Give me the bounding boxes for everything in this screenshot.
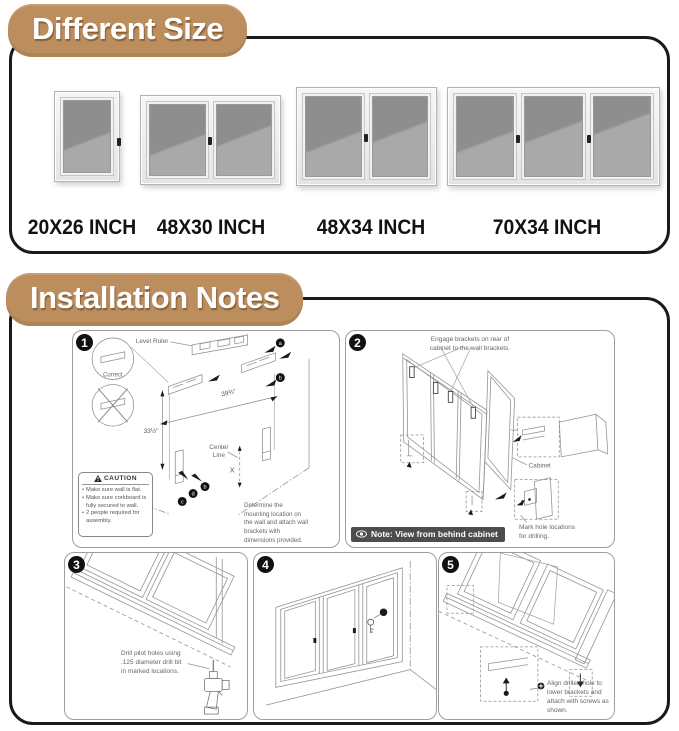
step-number-badge: 3 <box>68 556 85 573</box>
svg-text:c: c <box>180 499 184 506</box>
svg-text:a: a <box>278 340 282 347</box>
install-step-2 <box>345 330 615 548</box>
cork-surface <box>593 96 651 177</box>
section-title-different-size: Different Size <box>8 4 247 57</box>
section-title-installation-notes: Installation Notes <box>6 273 303 326</box>
cabinet-door <box>146 101 209 179</box>
install-step-4 <box>253 552 437 720</box>
size-label-48x34: 48X34 INCH <box>316 216 426 239</box>
caution-box <box>78 472 153 537</box>
cabinet-door <box>213 101 276 179</box>
cabinet-door <box>369 93 432 180</box>
hardware-markers <box>178 338 285 505</box>
cork-surface <box>456 96 514 177</box>
warning-triangle-icon <box>94 475 102 482</box>
lock-icon <box>516 135 520 143</box>
caution-item: • Make sure wall is flat. <box>82 487 149 495</box>
width-dimension: 39¾" <box>220 388 237 399</box>
mark-holes-label: Mark hole locations for drilling. <box>519 524 575 541</box>
eye-icon <box>356 530 367 538</box>
cork-surface <box>524 96 582 177</box>
align-hole-label: Align drilled hole to lower brackets and attach with screws as shown. <box>547 680 609 715</box>
step3-diagram <box>65 553 247 719</box>
drill-pilot-holes-label: Drill pilot holes using .125 diameter drill bit in marked locations. <box>121 650 182 676</box>
lock-icon <box>587 135 591 143</box>
cabinet-label: Cabinet <box>528 462 551 470</box>
caution-item: • Make sure corkboard is fully secured to wall. <box>82 495 149 511</box>
x-dimension: X <box>229 465 235 475</box>
board-70x34 <box>447 87 660 186</box>
caution-item: • 2 people required for assembly. <box>82 510 149 526</box>
step2-diagram <box>346 331 614 547</box>
cabinet-door <box>521 93 585 180</box>
center-line-label: Center <box>209 443 229 451</box>
cork-surface <box>149 104 206 176</box>
lock-icon <box>208 137 212 145</box>
install-step-1 <box>72 330 340 548</box>
size-label-48x30: 48X30 INCH <box>156 216 266 239</box>
size-label-70x34: 70X34 INCH <box>492 216 602 239</box>
step1-note: Determine the mounting location on the wall and attach wall brackets with dimensions provided. <box>244 502 308 544</box>
step-number-badge: 2 <box>349 334 366 351</box>
behind-cabinet-note: Note: View from behind cabinet <box>351 527 505 542</box>
correct-label: Correct <box>103 372 123 379</box>
board-20x26 <box>54 91 120 182</box>
step-number-badge: 4 <box>257 556 274 573</box>
svg-text:Line: Line <box>212 451 225 459</box>
height-dimension: 33½" <box>143 428 159 436</box>
cabinet-door <box>453 93 517 180</box>
lock-icon <box>117 138 121 146</box>
size-label-20x26: 20X26 INCH <box>27 216 137 239</box>
cork-surface <box>372 96 429 177</box>
screw-head-icon <box>537 682 545 690</box>
svg-text:b: b <box>203 484 207 491</box>
caution-title: CAUTION <box>103 475 138 482</box>
svg-text:d: d <box>191 491 195 498</box>
board-48x34 <box>296 87 437 186</box>
cabinet-door <box>60 97 114 176</box>
step-number-badge: 5 <box>442 556 459 573</box>
svg-text:b: b <box>278 375 282 382</box>
cabinet-door <box>302 93 365 180</box>
install-step-3 <box>64 552 248 720</box>
install-step-5 <box>438 552 615 720</box>
cabinet-door <box>590 93 654 180</box>
step4-diagram <box>254 553 436 719</box>
level-ruler-label: Level Ruler <box>135 337 169 345</box>
cork-surface <box>216 104 273 176</box>
board-48x30 <box>140 95 281 185</box>
caution-list <box>82 487 149 526</box>
cork-surface <box>63 100 111 173</box>
lock-icon <box>364 134 368 142</box>
cork-surface <box>305 96 362 177</box>
step-number-badge: 1 <box>76 334 93 351</box>
engage-brackets-label: Engage brackets on rear of cabinet to the wall brackets. <box>429 336 511 353</box>
